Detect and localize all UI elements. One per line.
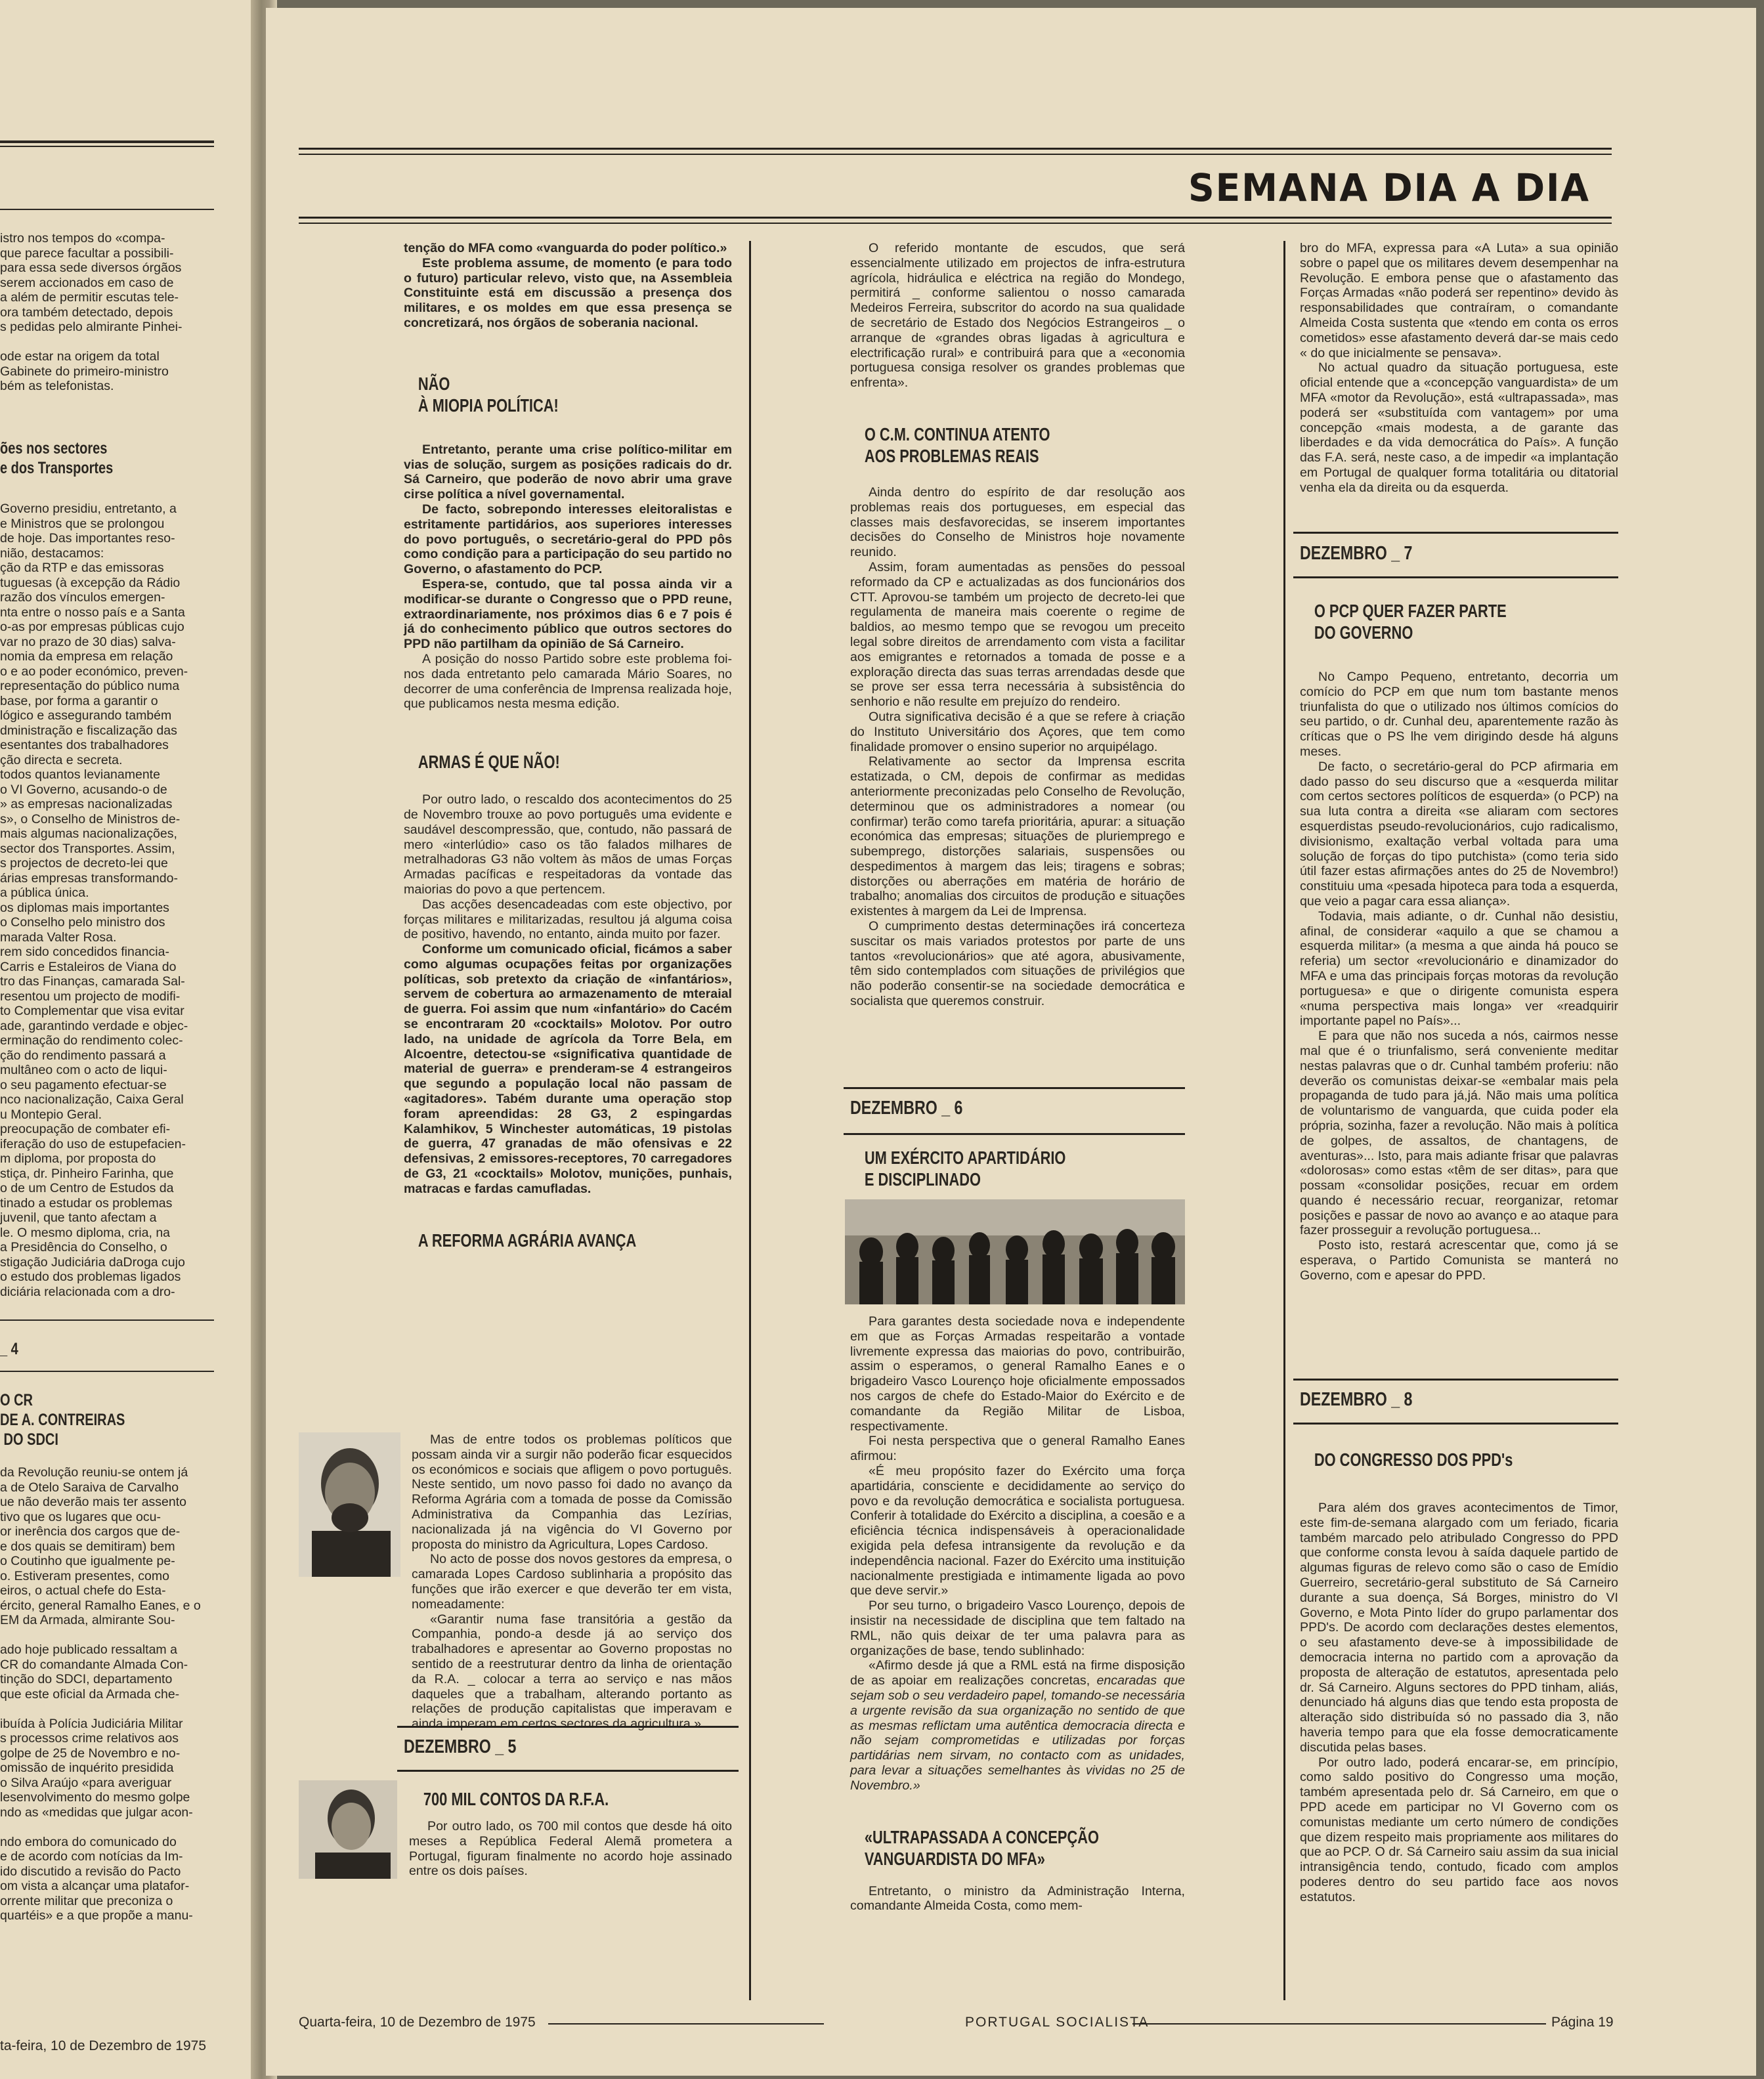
- dez5-rule-top: [397, 1726, 739, 1728]
- col3-top-p1: bro do MFA, expressa para «A Luta» a sua opinião sobre o papel que os militares devem desempenhar na Revolução. E embora pense que o afastamento das Forças Armadas «não poderá ser repentino» devido às responsabilidades que contraíram, o comandante Almeida Costa sustenta que «tendo em conta os erros cometidos» esse afastamento deverá dar-se mais cedo « do que inicialmente se pensava».: [1300, 241, 1618, 360]
- col1-armas-p3: Conforme um comunicado oficial, ficámos a saber como algumas ocupações feitas por organizações políticas, sob pretexto da criação de «infantários», servem de cobertura ao armazenamento de mteraial de guerra. Foi assim que num «infantário» do Cacém se encontraram 20 «cocktails» Molotov. Por outro lado, na unidade de agrícola da Torre Bela, em Alcoentre, detectou-se «significativa quantidade de material de guerra» e prenderam-se 4 estrangeiros que segundo a população local não passam de «agitadores». Tabém durante uma operação stop foram apreendidas: 28 G3, 2 espingardas Kalamhikov, 5 Winchester automáticas, 19 pistolas de guerra, 47 granadas de mão ofensivas e 22 defensivas, 2 emissores-receptores, 70 carregadores de G3, 21 «cocktails» Molotov, munições, punhais, matracas e fardas camufladas.: [404, 942, 732, 1196]
- col2-exercito-p5: [850, 1658, 1185, 1793]
- footer-rule-right: [1132, 2023, 1546, 2025]
- col2-cm-p1: Ainda dentro do espírito de dar resolução aos problemas reais dos portugueses, em especial das classes mais desfavorecidas, se inserem importantes decisões do Conselho de Ministros hoje novamente reunido.: [850, 484, 1185, 560]
- col3-pcp-block: [1300, 600, 1618, 1283]
- photo-700-mil-contos: [299, 1780, 397, 1879]
- dez6-rule-top: [844, 1087, 1185, 1089]
- headline-ultra-1: «ULTRAPASSADA A CONCEPÇÃO: [864, 1826, 1099, 1847]
- col1-reforma-p1: Mas de entre todos os problemas políticos que possam ainda vir a surgir não poderão ficar esquecidos os económicos e sociais que afligem o povo português. Neste sentido, um novo passo foi dado no avanço da Reforma Agrária com a tomada de posse da Comissão Administrativa da Companhia das Lezírias, nacionalizada já na vigência do VI Governo por proposta do ministro da Agricultura, Lopes Cardoso.: [412, 1432, 732, 1552]
- col3-congresso-p2: Por outro lado, poderá encarar-se, em princípio, como saldo positivo do Congresso uma moção, também apresentada pelo dr. Sá Carneiro, em que o PPD acede em participar no VI Governo com os comunistas mediante um certo número de condições que dizem respeito mais propriamente aos militares do que ao PCP. O dr. Sá Carneiro saiu assim da sua inicial intransigência tendo, contudo, ficado com amplos poderes dentro do seu partido face aos novos estatutos.: [1300, 1755, 1618, 1904]
- left-page-day-rule: [0, 1371, 214, 1372]
- col2-cm-p3: Outra significativa decisão é a que se refere à criação do Instituto Universitário dos Açores, que tem como finalidade promover o ensino superior no arquipélago.: [850, 709, 1185, 754]
- col1-700-p1: Por outro lado, os 700 mil contos que desde há oito meses a República Federal Alemã prometera a Portugal, figuram finalmente no acordo hoje assinado entre os dois países.: [409, 1819, 732, 1879]
- col3-congresso-p1: Para além dos graves acontecimentos de Timor, este fim-de-semana alargado com um feriado, ficaria também marcado pelo atribulado Congresso do PPD que conforme consta levou à saída daquele partido de algumas figuras de relevo como são o caso de Emídio Guerreiro, secretário-geral substituto de Sá Carneiro durante a sua doença, Sá Borges, ministro do VI Governo, e Mota Pinto líder do grupo parlamentar dos PPD's. De acordo com declarações destes elementos, o seu afastamento deve-se à impossibilidade de democracia interna no partido com a aprovação da proposta de alteração de estatutos, apresentada pelo dr. Sá Carneiro. Alguns sectores do PPD tinham, aliás, denunciado há alguns dias que tendo esta proposta de alteração sido distribuída só no passado dia 3, não haveria tempo para que ela fosse democraticamente discutida pelas bases.: [1300, 1501, 1618, 1755]
- col1-miopia-p4: A posição do nosso Partido sobre este problema foi-nos dada entretanto pelo camarada Mário Soares, no decorrer de uma conferência de Imprensa realizada hoje, que publicamos nesta mesma edição.: [404, 651, 732, 712]
- newspaper-page: [266, 8, 1756, 2076]
- col1-reforma-p2: No acto de posse dos novos gestores da empresa, o camarada Lopes Cardoso sublinharia a propósito das funções que irão exercer e que deverão ter em vista, nomeadamente:: [412, 1552, 732, 1612]
- left-page-top-rule: [0, 140, 214, 143]
- left-page-text-block-3: da Revolução reuniu-se ontem já a de Otelo Saraiva de Carvalho ue não deverão mais ter assento tivo que os lugares que ocu- or inerência dos cargos que de- e dos quais se demitiram) bem o Coutinho que igualmente pe- o. Estiveram presentes, como eiros, o actual chefe do Esta- ército, general Ramalho Eanes, e o EM da Armada, almirante Sou- ado hoje publicado ressaltam a CR do comandante Almada Con- tinção do SDCI, departamento que este oficial da Armada che- ibuída à Polícia Judiciária Militar s processos crime relativos aos golpe de 25 de Novembro e no- omissão de inquérito presidida o Silva Araújo «para averiguar lesenvolvimento do mesmo golpe ndo as «medidas que julgar acon- ndo embora do comunicado do e de acordo com notícias da Im- ido discutido a revisão do Pacto om vista a alcançar uma platafor- orrente militar que preconiza o quartéis» e a que propõe a manu-: [0, 1465, 201, 1923]
- column-2: [850, 241, 1185, 1009]
- column-divider-2: [1283, 241, 1285, 2000]
- col1-lead-p1: tenção do MFA como «vanguarda do poder político.»: [404, 241, 727, 255]
- headline-ultra-2: VANGUARDISTA DO MFA»: [864, 1848, 1045, 1869]
- col3-top-p2: No actual quadro da situação portuguesa, este oficial entende que a «concepção vanguardista» de um MFA «motor da Revolução», está «ultrapassada», mas poderá ser «substituída com vantagem» por uma concepção «mais modesta, a de garante das liberdades e da vida democrática do País». A função das F.A. será, neste caso, a de impedir «a implantação em Portugal de qualquer forma totalitária ou ditatorial venha ela da direita ou da esquerda.: [1300, 360, 1618, 495]
- footer-rule-left: [548, 2023, 824, 2025]
- day-label-dezembro-5: DEZEMBRO _ 5: [404, 1736, 517, 1757]
- col2-exercito-text: [850, 1314, 1185, 1914]
- col2-exercito-p2: Foi nesta perspectiva que o general Ramalho Eanes afirmou:: [850, 1434, 1185, 1464]
- left-page-header-rule: [0, 209, 214, 210]
- headline-exercito-1: UM EXÉRCITO APARTIDÁRIO: [864, 1147, 1066, 1168]
- day-label-dezembro-8: DEZEMBRO _ 8: [1300, 1389, 1413, 1410]
- headline-pcp-1: O PCP QUER FAZER PARTE: [1314, 601, 1507, 621]
- dez6-rule-bottom: [844, 1133, 1185, 1135]
- dez8-rule-bottom: [1293, 1423, 1618, 1425]
- dez5-rule-bottom: [397, 1770, 739, 1772]
- masthead-rule-top-2: [299, 154, 1612, 155]
- headline-miopia-1: NÃO: [418, 373, 450, 394]
- col1-lead: [404, 241, 732, 331]
- left-page-fragment: [0, 0, 251, 2079]
- col2-ultra-p1: Entretanto, o ministro da Administração Interna, comandante Almeida Costa, como mem-: [850, 1883, 1185, 1914]
- col1-armas-p2: Das acções desencadeadas com este objectivo, por forças militares e militarizadas, resultou já alguma coisa de positivo, havendo, no entanto, ainda muito por fazer.: [404, 897, 732, 942]
- day-label-dezembro-7: DEZEMBRO _ 7: [1300, 543, 1413, 564]
- left-page-text-block-2: Governo presidiu, entretanto, a e Ministros que se prolongou de hoje. Das importantes reso- nião, destacamos: ção da RTP e das emissoras tuguesas (à excepção da Rádio razão dos vínculos emergen- nta entre o nosso país e a Santa o-as por empresas públicas cujo var no prazo de 30 dias) salva- nomia da empresa em relação o e ao poder económico, preven- representação do público numa base, por forma a garantir o lógico e assegurando também dministração e fiscalização das esentantes dos trabalhadores ção directa e secreta. todos quantos levianamente o VI Governo, acusando-o de » as empresas nacionalizadas s», o Conselho de Ministros de- mais algumas nacionalizações, sector dos Transportes. Assim, s projectos de decreto-lei que árias empresas transformando- a pública única. os diplomas mais importantes o Conselho pelo ministro dos marada Valter Rosa. rem sido concedidos financia- Carris e Estaleiros de Viana do tro das Finanças, camarada Sal- resentou um projecto de modifi- to Complementar que visa evitar ade, garantindo verdade e objec- erminação do rendimento colec- ção do rendimento passará a multâneo com o acto de liqui- o seu pagamento efectuar-se nco nacionalização, Caixa Geral u Montepio Geral. preocupação de combater efi- iferação do uso de estupefacien- m diploma, por proposta do stiça, dr. Pinheiro Farinha, que o de um Centro de Estudos da tinado a estudar os problemas juvenil, que tanto afectam a le. O mesmo diploma, cria, na a Presidência do Conselho, o stigação Judiciária daDroga cujo o estudo dos problemas ligados diciária relacionada com a dro-: [0, 502, 188, 1299]
- col3-pcp-p3: Todavia, mais adiante, o dr. Cunhal não desistiu, afinal, de considerar «aquilo a que se chamou a esquerda militar» (a mesma a que ainda há pouco se referia) um sector «revolucionário e dinamizador do MFA e uma das principais forças motoras da revolução portuguesa» e que o dirigente comunista espera «numa perspectiva mais longa» ver «readquirir importante papel no País»...: [1300, 909, 1618, 1029]
- col1-reforma-text: [412, 1432, 732, 1732]
- footer-brand: PORTUGAL SOCIALISTA: [965, 2015, 1150, 2030]
- col1-armas-p1: Por outro lado, o rescaldo dos acontecimentos do 25 de Novembro trouxe ao povo português uma evidente e saudável descompressão, que, contudo, não passará de mero «interlúdio» caso os tão falados milhares de metralhadoras G3 não voltem às mãos de umas Forças Armadas pacíficas e respeitadoras da vontade das maiorias do povo a que pertencem.: [404, 792, 732, 897]
- col2-exercito-p1: Para garantes desta sociedade nova e independente em que as Forças Armadas respeitarão a vontade livremente expressa das maiorias do povo, contribuirão, assim o esperamos, o general Ramalho Eanes e o brigadeiro Vasco Lourenço hoje oficialmente empossados nos cargos de chefe do Estado-Maior do Exército e de comandante da Região Militar de Lisboa, respectivamente.: [850, 1314, 1185, 1434]
- headline-reforma: A REFORMA AGRÁRIA AVANÇA: [418, 1230, 637, 1251]
- day-label-dezembro-6: DEZEMBRO _ 6: [850, 1098, 963, 1119]
- col2-exercito-quote: «Afirmo desde já que a RML está na firme disposição de as apoiar em realizações concretas,: [850, 1658, 1185, 1688]
- dez7-rule-top: [1293, 532, 1618, 534]
- column-3: [1300, 241, 1618, 496]
- col3-pcp-p2: De facto, o secretário-geral do PCP afirmaria em dado passo do seu discurso que a «esquerda militar com certos sectores políticos de esquerda» (o PCP) na sua luta contra a direita «se aliaram com sectores esquerdistas pseudo-revolucionários, cujo radicalismo, divisionismo, exaltação verbal voltada para uma solução de forças do tipo putchista» (como teria sido útil fazer estas afirmações antes do 25 de Novembro!) constituiu uma «pesada hipoteca para toda a esquerda, que veio a pagar cara essa aliança».: [1300, 759, 1618, 909]
- headline-miopia-2: À MIOPIA POLÍTICA!: [418, 395, 559, 416]
- left-page-day-label: _ 4: [0, 1340, 18, 1358]
- col2-exercito-head: [850, 1147, 1185, 1190]
- headline-cm-2: AOS PROBLEMAS REAIS: [864, 445, 1039, 466]
- left-page-headline-2: O CR DE A. CONTREIRAS DO SDCI: [0, 1391, 125, 1449]
- left-page-section-rule: [0, 1319, 214, 1321]
- masthead-rule-bottom: [299, 217, 1612, 219]
- col2-top-p1: O referido montante de escudos, que será essencialmente utilizado em projectos de infra-estrutura agrícola, hidráulica e eléctrica na região do Mondego, permitirá _ conforme salientou o nosso camarada Medeiros Ferreira, subscritor do acordo na sua qualidade de secretário de Estado dos Negócios Estrangeiros _ o arranque de «grandes obras ligadas à agricultura e electrificação rural» e contribuirá para que a «economia portuguesa consiga resolver os grandes problemas que enfrenta».: [850, 241, 1185, 391]
- col3-congresso-block: [1300, 1449, 1618, 1905]
- headline-armas: ARMAS É QUE NÃO!: [418, 752, 560, 773]
- col1-miopia-p2: De facto, sobrepondo interesses eleitoralistas e estritamente partidários, aos superiores interesses do povo português, o secretário-geral do PPD pôs como condição para a participação do seu partido no Governo, o afastamento do PCP.: [404, 502, 732, 577]
- photo-lopes-cardoso: [299, 1432, 400, 1577]
- left-page-top-rule-2: [0, 146, 214, 147]
- masthead-rule-top: [299, 148, 1612, 150]
- col2-cm-p2: Assim, foram aumentadas as pensões do pessoal reformado da CP e actualizadas as dos funcionários dos CTT. Aprovou-se também um projecto de decreto-lei que regulamenta de maneira mais coerente o regime de baldios, ao mesmo tempo que se revogou um preceito legal sobre direitos de arrendamento com vista a facilitar aos emigrantes e retornados a tomada de posse e a exploração directa das suas terras arrendadas desde que se prove ser essa terra necessária à subsistência do senhorio e não resulte em prejuízo do rendeiro.: [850, 559, 1185, 710]
- headline-exercito-2: E DISCIPLINADO: [864, 1169, 981, 1190]
- col1-reforma-p3: «Garantir numa fase transitória a gestão da Companhia, pondo-a desde já ao serviço dos trabalhadores e apresentar ao Governo propostas no sentido de a reestruturar dentro da linha de orientação da R.A. _ colocar a terra ao serviço e nas mãos daqueles que a trabalham, alterando portanto as relações de produção capitalistas que imperavam e ainda imperam em certos sectores da agricultura.»: [412, 1612, 732, 1732]
- col3-pcp-p4: E para que não nos suceda a nós, cairmos nesse mal que é o triunfalismo, será conveniente meditar nestas palavras que o dr. Cunhal também proferiu: não deverão os comunistas deixar-se «embalar mais pela propaganda de tudo para já,já. Não mais uma política de voluntarismo de vanguarda, que cuida poder ela própria, sozinha, fazer a revolução. Não mais à política de golpes, de assaltos, de chantagens, de aventuras»... Isto, para mais adiante frisar que palavras «dolorosas» como estas «têm de ser ditas», para que possam «consolidar posições, recuar em ordem quando é necessário recuar, reorganizar, retomar posições e passar de novo ao avanço e ao ataque para fazer prosseguir a revolução portuguesa...: [1300, 1029, 1618, 1238]
- headline-700-mil-contos: 700 MIL CONTOS DA R.F.A.: [423, 1789, 609, 1809]
- headline-congresso: DO CONGRESSO DOS PPD's: [1314, 1449, 1513, 1470]
- footer-page-number: Página 19: [1551, 2015, 1614, 2030]
- column-1: [404, 241, 732, 1251]
- left-page-text-block-1: istro nos tempos do «compa- que parece facultar a possibili- para essa sede diversos órgãos serem accionados em caso de a além de permitir escutas tele- ora também detectado, depois s pedidas pelo almirante Pinhei- ode estar na origem da total Gabinete do primeiro-ministro bém as telefonistas.: [0, 231, 183, 393]
- dez8-rule-top: [1293, 1379, 1618, 1381]
- col1-miopia-p3: Espera-se, contudo, que tal possa ainda vir a modificar-se durante o Congresso que o PPD reune, extraordinariamente, nos próximos dias 6 e 7 pois é já do conhecimento público que outros sectores do PPD não partilham da opinião de Sá Carneiro.: [404, 576, 732, 652]
- col2-exercito-p4: Por seu turno, o brigadeiro Vasco Lourenço, depois de insistir na necessidade de disciplina que tem faltado na RML, não quis deixar de ter uma palavra para as organizações de base, tendo sublinhado:: [850, 1598, 1185, 1658]
- left-page-footer-date: ta-feira, 10 de Dezembro de 1975: [0, 2038, 207, 2053]
- dez7-rule-bottom: [1293, 576, 1618, 578]
- col1-700-block: [409, 1788, 732, 1879]
- section-banner: SEMANA DIA A DIA: [1188, 165, 1590, 210]
- column-divider-1: [749, 241, 751, 2000]
- footer-date: Quarta-feira, 10 de Dezembro de 1975: [299, 2015, 536, 2030]
- col1-lead-p2: Este problema assume, de momento (e para todo o futuro) particular relevo, visto que, na Assembleia Constituinte está em discussão a presença dos militares, e os moldes em que essa presença se concretizará, nos órgãos de soberania nacional.: [404, 255, 732, 330]
- col3-pcp-p1: No Campo Pequeno, entretanto, decorria um comício do PCP em que num tom bastante menos triunfalista do que o utilizado nos últimos comícios do seu partido, o dr. Cunhal deu, aparentemente razão às críticas que o PS lhe vem dirigindo desde há alguns meses.: [1300, 670, 1618, 759]
- col2-cm-p4: Relativamente ao sector da Imprensa escrita estatizada, o CM, depois de confirmar as medidas anteriormente preconizadas pelo Conselho de Revolução, determinou que os administradores a nomear (ou confirmar) terão como tarefa prioritária, apurar: a situação económica das empresas; situações de pluriemprego e subemprego, distorções salariais, suspensões ou despedimentos à margem das leis; tiragens e sobras; distorções ou aberrações em matéria de horário de trabalho; anomalias dos circuitos de produção e situações existentes à margem da Lei de Imprensa.: [850, 754, 1185, 919]
- col2-cm-p5: O cumprimento destas determinações irá concerteza suscitar os mais variados protestos por parte de uns tantos «revolucionários» que até agora, abusivamente, têm sido contemplados com situações de privilégios que não poderão consentir-se na sociedade democrática e socialista que queremos construir.: [850, 919, 1185, 1009]
- col1-miopia-bold: [404, 442, 732, 652]
- left-page-headline-1: ões nos sectores e dos Transportes: [0, 439, 114, 477]
- headline-cm-1: O C.M. CONTINUA ATENTO: [864, 423, 1050, 444]
- headline-pcp-2: DO GOVERNO: [1314, 622, 1413, 643]
- col3-pcp-p5: Posto isto, restará acrescentar que, como já se esperava, o Partido Comunista se manterá no Governo, com e apesar do PPD.: [1300, 1238, 1618, 1283]
- masthead-rule-bottom-2: [299, 223, 1612, 224]
- photo-ceremony: [845, 1199, 1185, 1304]
- col2-exercito-italic: encaradas que sejam sob o seu verdadeiro papel, tomando-se necessária a urgente revisão da sua organização no sentido de que as mesmas reflictam uma autêntica democracia directa e não sejam comprometidas e utilizadas por forças partidárias nem sirvam, no contacto com as unidades, para levar a situações semelhantes às vividas no 25 de Novembro.»: [850, 1673, 1185, 1793]
- col1-miopia-p1: Entretanto, perante uma crise político-militar em vias de solução, surgem as posições radicais do dr. Sá Carneiro, que poderão de novo abrir uma grave cirse política a nível governamental.: [404, 442, 732, 502]
- col2-exercito-p3: «É meu propósito fazer do Exército uma força apartidária, consciente e decididamente ao serviço do povo e da revolução democrática e socialista portuguesa. Conferir à totalidade do Exército a disciplina, a coesão e a eficiência técnica indispensáveis à operacionalidade exigida pela defesa intransigente da revolução e da independência nacional. Fazer do Exército uma instituição nacionalmente prestigiada e intimamente ligada ao povo que deve servir.»: [850, 1463, 1185, 1598]
